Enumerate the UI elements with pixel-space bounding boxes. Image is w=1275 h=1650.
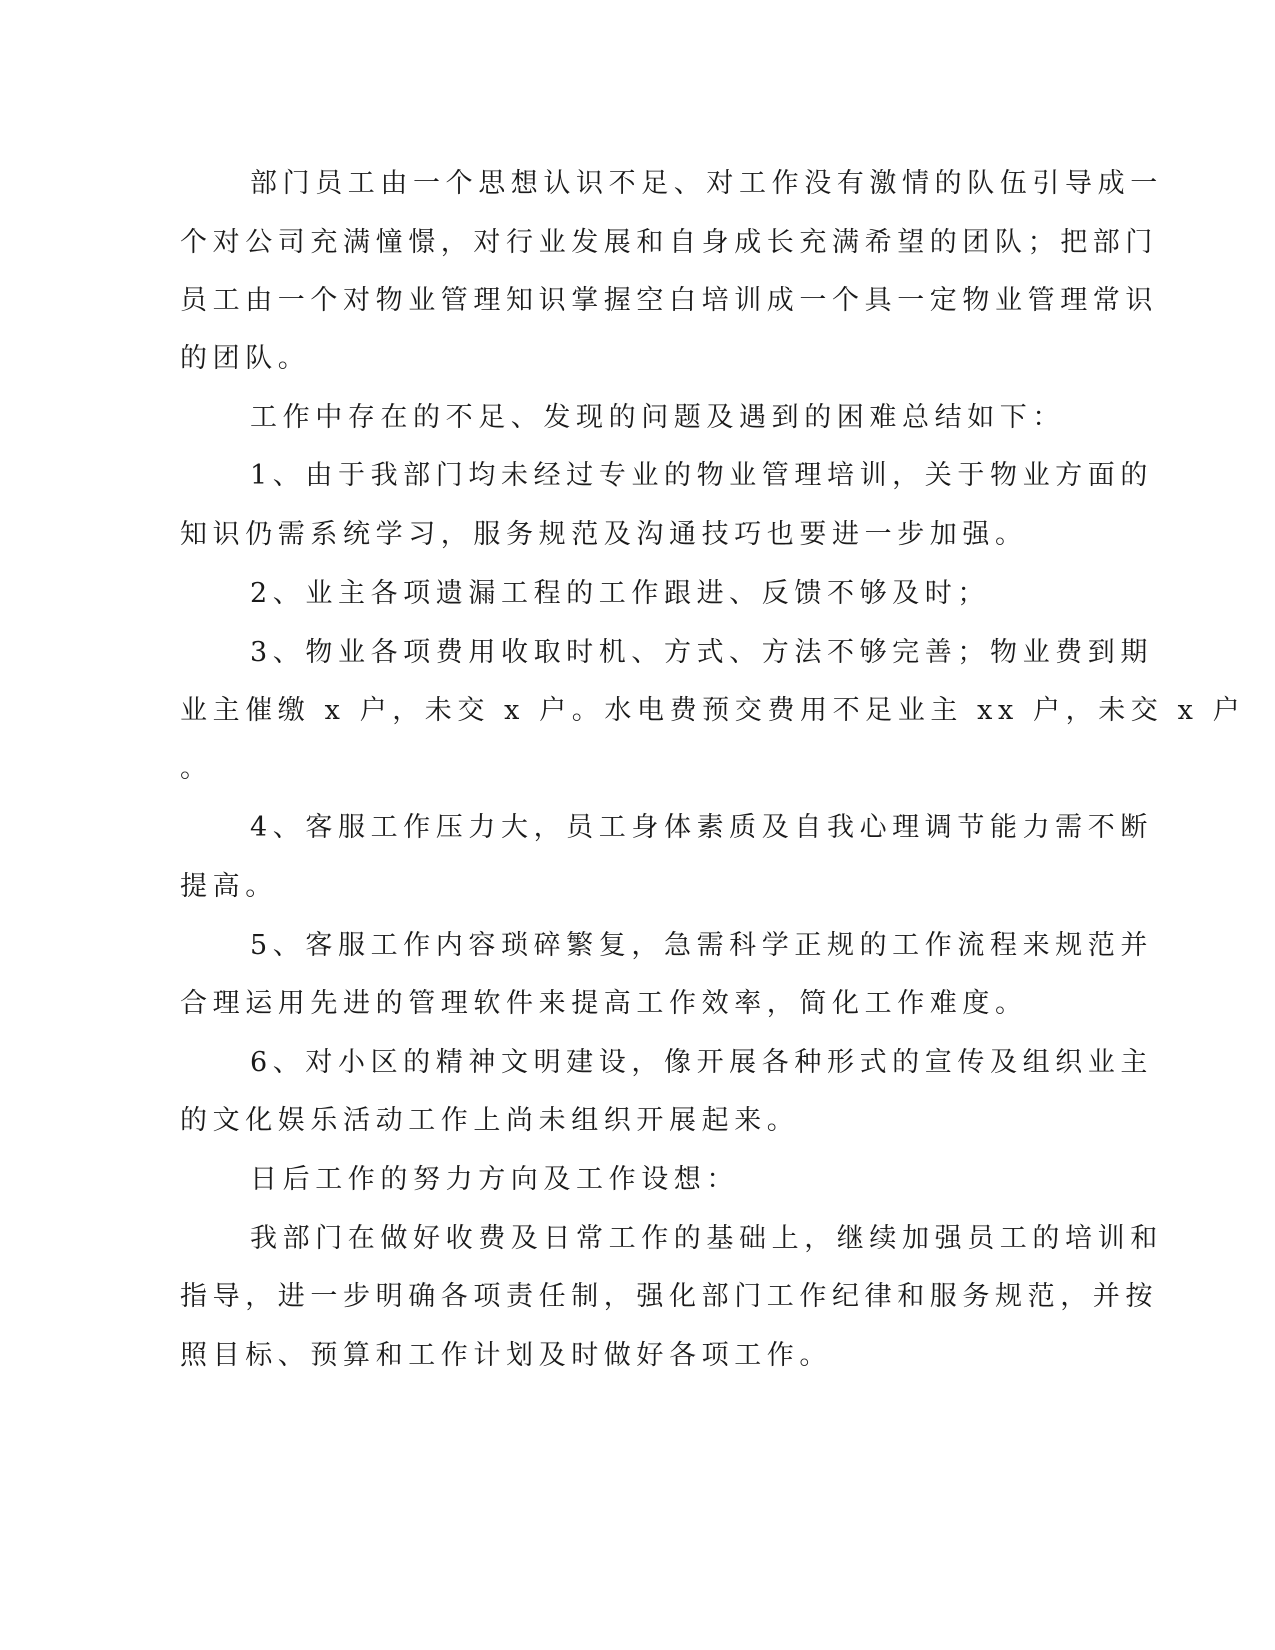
text-line: 我部门在做好收费及日常工作的基础上，继续加强员工的培训和 xyxy=(250,1223,1163,1254)
text-line: 照目标、预算和工作计划及时做好各项工作。 xyxy=(180,1340,832,1371)
text-line: 业主催缴 x 户，未交 x 户。水电费预交费用不足业主 xx 户，未交 x 户 xyxy=(180,695,1246,726)
text-line: 知识仍需系统学习，服务规范及沟通技巧也要进一步加强。 xyxy=(180,519,1028,550)
text-line: 的团队。 xyxy=(180,343,311,374)
text-line: 1、由于我部门均未经过专业的物业管理培训，关于物业方面的 xyxy=(250,460,1153,491)
text-line: 的文化娱乐活动工作上尚未组织开展起来。 xyxy=(180,1105,800,1136)
text-line: 合理运用先进的管理软件来提高工作效率，简化工作难度。 xyxy=(180,988,1028,1019)
text-line: 日后工作的努力方向及工作设想： xyxy=(250,1164,739,1195)
text-line: 4、客服工作压力大，员工身体素质及自我心理调节能力需不断 xyxy=(250,812,1153,843)
text-line: 提高。 xyxy=(180,871,278,902)
text-line: 2、业主各项遗漏工程的工作跟进、反馈不够及时； xyxy=(250,578,990,609)
text-line: 6、对小区的精神文明建设，像开展各种形式的宣传及组织业主 xyxy=(250,1047,1153,1078)
text-line: 部门员工由一个思想认识不足、对工作没有激情的队伍引导成一 xyxy=(250,168,1163,199)
text-line: 工作中存在的不足、发现的问题及遇到的困难总结如下： xyxy=(250,402,1065,433)
text-line: 个对公司充满憧憬，对行业发展和自身成长充满希望的团队；把部门 xyxy=(180,227,1158,258)
text-line: 指导，进一步明确各项责任制，强化部门工作纪律和服务规范，并按 xyxy=(180,1281,1158,1312)
text-line: 。 xyxy=(180,753,213,784)
text-line: 员工由一个对物业管理知识掌握空白培训成一个具一定物业管理常识 xyxy=(180,285,1158,316)
text-line: 3、物业各项费用收取时机、方式、方法不够完善；物业费到期 xyxy=(250,637,1153,668)
text-line: 5、客服工作内容琐碎繁复，急需科学正规的工作流程来规范并 xyxy=(250,930,1153,961)
